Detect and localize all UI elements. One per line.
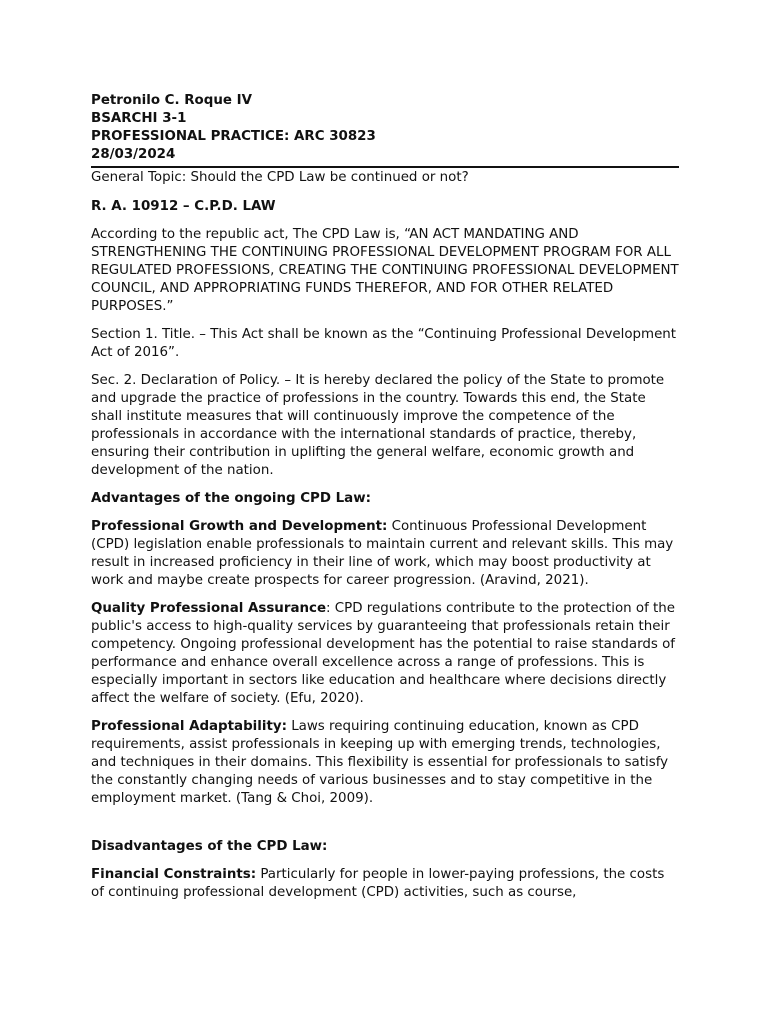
intro-paragraph: According to the republic act, The CPD Law is, “AN ACT MANDATING AND STRENGTHENING THE CONTINUING PROFESSIONAL DEVELOPMENT PROGRAM FOR ALL REGULATED PROFESSIONS, CREATING THE CONTINUING PROFESSIONAL DEVELOPMENT COUNCIL, AND APPROPRIATING FUNDS THEREFOR, AND FOR OTHER RELATED PURPOSES.” bbox=[91, 227, 679, 314]
student-section: BSARCHI 3-1 bbox=[91, 111, 187, 126]
section-2-paragraph: Sec. 2. Declaration of Policy. – It is hereby declared the policy of the State to promote and upgrade the practice of professions in the country. Towards this end, the State shall institute measures that will continuously improve the competence of the professionals in accordance with the international standards of practice, thereby, ensuring their contribution in uplifting the general welfare, economic growth and development of the nation. bbox=[91, 373, 665, 478]
general-topic: General Topic: Should the CPD Law be continued or not? bbox=[91, 170, 469, 185]
header-divider bbox=[91, 166, 679, 168]
advantage-item bbox=[91, 718, 679, 808]
advantage-item bbox=[91, 518, 679, 590]
disadvantage-item bbox=[91, 866, 679, 902]
document-date: 28/03/2024 bbox=[91, 147, 176, 162]
advantage-text: Continuous Professional Development (CPD) legislation enable professionals to maintain current and relevant skills. This may result in increased proficiency in their line of work, which may boost productivity at work and maybe create prospects for career progression. (Aravind, 2021). bbox=[91, 519, 674, 588]
advantages-heading: Advantages of the ongoing CPD Law: bbox=[91, 491, 371, 506]
disadvantages-heading: Disadvantages of the CPD Law: bbox=[91, 839, 328, 854]
blank-line bbox=[91, 818, 679, 838]
advantage-title: Professional Growth and Development: bbox=[91, 519, 388, 534]
course-title: PROFESSIONAL PRACTICE: ARC 30823 bbox=[91, 129, 376, 144]
disadvantage-text: Particularly for people in lower-paying professions, the costs of continuing professional development (CPD) activities, such as course, bbox=[91, 867, 665, 900]
author-name: Petronilo C. Roque IV bbox=[91, 93, 252, 108]
law-title: R. A. 10912 – C.P.D. LAW bbox=[91, 199, 276, 214]
advantage-text: Laws requiring continuing education, known as CPD requirements, assist professionals in keeping up with emerging trends, technologies, and techniques in their domains. This flexibility is essential for professionals to satisfy the constantly changing needs of various businesses and to stay competitive in the employment market. (Tang & Choi, 2009). bbox=[91, 719, 669, 806]
advantage-title: Quality Professional Assurance bbox=[91, 601, 327, 616]
disadvantage-title: Financial Constraints: bbox=[91, 867, 257, 882]
section-1-paragraph: Section 1. Title. – This Act shall be known as the “Continuing Professional Development Act of 2016”. bbox=[91, 327, 677, 360]
advantage-item bbox=[91, 600, 679, 708]
document-page bbox=[91, 92, 679, 912]
document-header bbox=[91, 92, 679, 164]
advantage-title: Professional Adaptability: bbox=[91, 719, 287, 734]
advantage-text: : CPD regulations contribute to the protection of the public's access to high-quality services by guaranteeing that professionals retain their competency. Ongoing professional development has the potential to raise standards of performance and enhance overall excellence across a range of professions. This is especially important in sectors like education and healthcare where decisions directly affect the welfare of society. (Efu, 2020). bbox=[91, 601, 676, 706]
